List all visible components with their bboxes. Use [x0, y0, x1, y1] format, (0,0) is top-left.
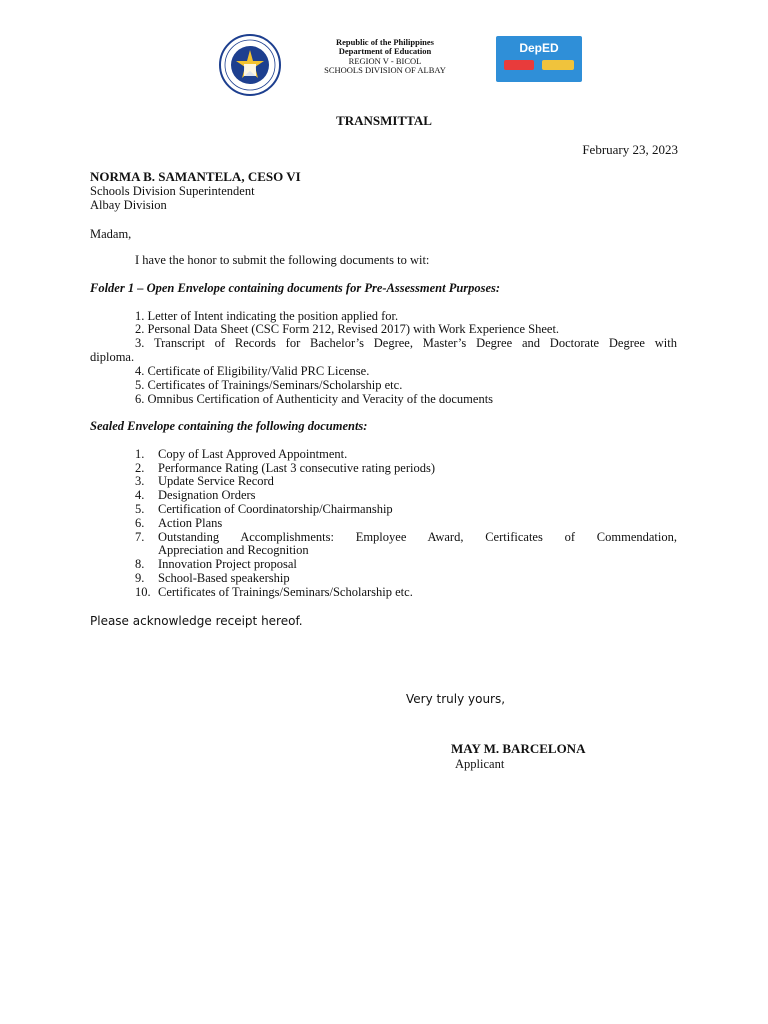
sealed-item-number: 10. — [135, 585, 151, 599]
page-title: TRANSMITTAL — [336, 113, 432, 128]
sealed-item-text: Certification of Coordinatorship/Chairmanship — [158, 502, 393, 516]
sealed-item-text-continuation: Appreciation and Recognition — [158, 543, 309, 557]
sealed-item-text: Action Plans — [158, 516, 223, 530]
folder1-item: 3. Transcript of Records for Bachelor’s Degree, Master’s Degree and Doctorate Degree with — [135, 336, 677, 350]
sealed-item-number: 1. — [135, 447, 145, 461]
recipient-position: Schools Division Superintendent — [90, 184, 255, 198]
closing-text: Very truly yours, — [406, 692, 506, 706]
signatory-name: MAY M. BARCELONA — [451, 741, 586, 756]
letter-date: February 23, 2023 — [582, 142, 678, 157]
folder1-heading: Folder 1 – Open Envelope containing documents for Pre-Assessment Purposes: — [90, 281, 501, 295]
header-division: SCHOOLS DIVISION OF ALBAY — [324, 65, 446, 75]
sealed-item-text: Copy of Last Approved Appointment. — [158, 447, 348, 461]
sealed-item-number: 2. — [135, 461, 145, 475]
folder1-item: 4. Certificate of Eligibility/Valid PRC License. — [135, 364, 370, 378]
sealed-item-text: Designation Orders — [158, 488, 256, 502]
salutation: Madam, — [90, 227, 132, 241]
signatory-title: Applicant — [455, 757, 505, 771]
sealed-item-text: Outstanding Accomplishments: Employee Award, Certificates of Commendation, — [158, 530, 677, 544]
logo-badge-right — [542, 60, 574, 70]
sealed-item-text: Update Service Record — [158, 474, 274, 488]
sealed-item-text: School-Based speakership — [158, 571, 290, 585]
folder1-item: 1. Letter of Intent indicating the position applied for. — [135, 309, 399, 323]
recipient-name: NORMA B. SAMANTELA, CESO VI — [90, 169, 301, 184]
sealed-item-number: 8. — [135, 557, 145, 571]
sealed-item-number: 6. — [135, 516, 145, 530]
sealed-item-number: 7. — [135, 530, 145, 544]
folder1-item-continuation: diploma. — [90, 350, 135, 364]
logo-badge-left — [504, 60, 534, 70]
folder1-item: 2. Personal Data Sheet (CSC Form 212, Revised 2017) with Work Experience Sheet. — [135, 322, 560, 336]
intro-text: I have the honor to submit the following documents to wit: — [135, 253, 430, 267]
deped-logo — [496, 36, 582, 82]
sealed-item-number: 3. — [135, 474, 145, 488]
sealed-item-number: 9. — [135, 571, 145, 585]
folder1-item: 5. Certificates of Trainings/Seminars/Scholarship etc. — [135, 378, 403, 392]
deped-seal-icon — [219, 34, 281, 96]
sealed-item-text: Innovation Project proposal — [158, 557, 297, 571]
deped-logo-text: DepED — [519, 41, 559, 55]
header-department: Department of Education — [338, 46, 432, 56]
header-republic: Republic of the Philippines — [335, 37, 434, 47]
folder1-item: 6. Omnibus Certification of Authenticity and Veracity of the documents — [135, 392, 494, 406]
header-region: REGION V - BICOL — [348, 56, 422, 66]
sealed-item-number: 4. — [135, 488, 145, 502]
recipient-office: Albay Division — [90, 198, 167, 212]
sealed-item-text: Certificates of Trainings/Seminars/Scholarship etc. — [158, 585, 413, 599]
sealed-item-text: Performance Rating (Last 3 consecutive rating periods) — [158, 461, 435, 475]
sealed-heading: Sealed Envelope containing the following documents: — [90, 419, 368, 433]
sealed-item-number: 5. — [135, 502, 145, 516]
acknowledge-text: Please acknowledge receipt hereof. — [90, 614, 303, 628]
